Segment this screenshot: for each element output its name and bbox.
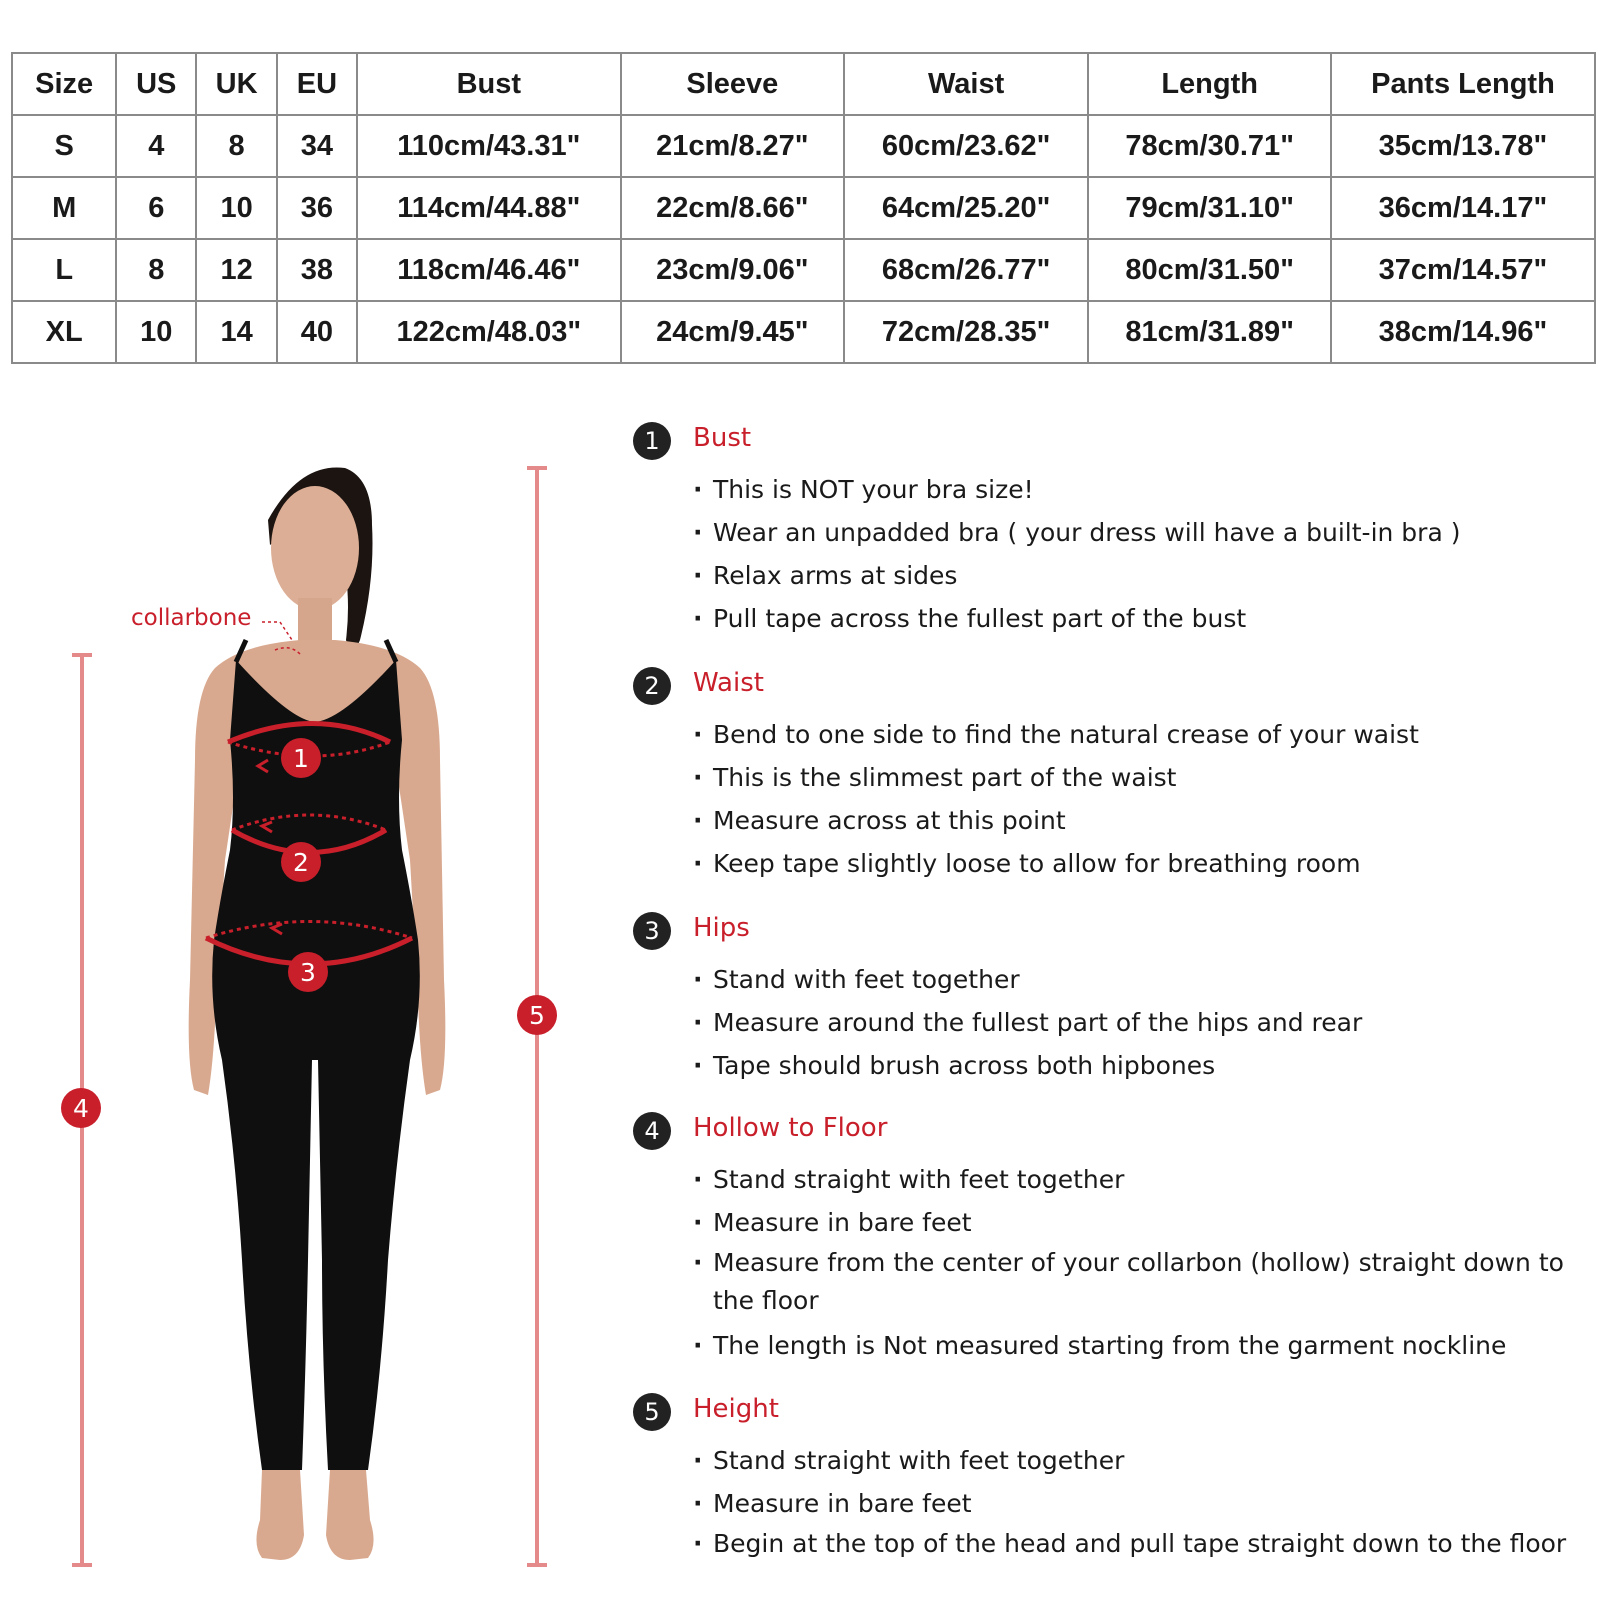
header-bust: Bust (357, 53, 621, 115)
list-item: · The length is Not measured starting from the garment nockline (693, 1324, 1583, 1367)
marker-2-label: 2 (293, 848, 309, 877)
section-header (633, 422, 1583, 462)
cell-size: L (12, 239, 116, 301)
header-eu: EU (277, 53, 357, 115)
list-item: · Stand straight with feet together (693, 1439, 1583, 1482)
cell-waist: 72cm/28.35" (844, 301, 1089, 363)
section-header (633, 1393, 1583, 1433)
list-item: · Begin at the top of the head and pull tape straight down to the floor (693, 1525, 1583, 1567)
table-row (12, 301, 1595, 363)
section-hips (633, 912, 1583, 1087)
cell-size: XL (12, 301, 116, 363)
cell-length: 81cm/31.89" (1088, 301, 1331, 363)
cell-sleeve: 22cm/8.66" (621, 177, 844, 239)
cell-uk: 12 (196, 239, 277, 301)
cell-sleeve: 24cm/9.45" (621, 301, 844, 363)
right-foot (326, 1470, 374, 1560)
list-item: · Measure in bare feet (693, 1482, 1583, 1525)
header-size: Size (12, 53, 116, 115)
cell-uk: 10 (196, 177, 277, 239)
cell-pants-length: 37cm/14.57" (1331, 239, 1595, 301)
list-item: · This is NOT your bra size! (693, 468, 1583, 511)
marker-1 (281, 738, 321, 778)
list-item: · Measure across at this point (693, 799, 1583, 842)
list-item: · Stand straight with feet together (693, 1158, 1583, 1201)
cell-eu: 36 (277, 177, 357, 239)
section-title: Height (693, 1394, 779, 1424)
marker-1-label: 1 (293, 744, 309, 773)
cell-bust: 114cm/44.88" (357, 177, 621, 239)
list-item: · Measure in bare feet (693, 1201, 1583, 1244)
bullet-list (633, 1158, 1583, 1367)
cell-size: M (12, 177, 116, 239)
header-sleeve: Sleeve (621, 53, 844, 115)
left-foot (256, 1470, 304, 1560)
cell-eu: 38 (277, 239, 357, 301)
section-header (633, 667, 1583, 707)
size-chart-table (11, 52, 1596, 364)
marker-5 (517, 995, 557, 1035)
cell-us: 4 (116, 115, 196, 177)
section-title: Hollow to Floor (693, 1113, 888, 1143)
collarbone-label: collarbone (131, 605, 252, 631)
list-item: · Relax arms at sides (693, 554, 1583, 597)
number-badge: 5 (633, 1393, 671, 1431)
number-badge: 2 (633, 667, 671, 705)
list-item: · Tape should brush across both hipbones (693, 1044, 1583, 1087)
section-header (633, 1112, 1583, 1152)
list-item: · Bend to one side to find the natural crease of your waist (693, 713, 1583, 756)
cell-length: 80cm/31.50" (1088, 239, 1331, 301)
marker-2 (281, 842, 321, 882)
bullet-list (633, 468, 1583, 640)
bullet-list (633, 1439, 1583, 1567)
cell-size: S (12, 115, 116, 177)
cell-bust: 110cm/43.31" (357, 115, 621, 177)
cell-uk: 14 (196, 301, 277, 363)
marker-5-label: 5 (529, 1001, 545, 1030)
list-item: · Measure from the center of your collarbon (hollow) straight down to the floor (693, 1244, 1583, 1324)
marker-3 (288, 952, 328, 992)
measurement-figure (0, 400, 600, 1600)
neck-shape (298, 598, 332, 646)
cell-uk: 8 (196, 115, 277, 177)
number-badge: 4 (633, 1112, 671, 1150)
table-row (12, 115, 1595, 177)
number-badge: 3 (633, 912, 671, 950)
cell-us: 10 (116, 301, 196, 363)
header-pants-length: Pants Length (1331, 53, 1595, 115)
cell-us: 8 (116, 239, 196, 301)
cell-waist: 68cm/26.77" (844, 239, 1089, 301)
cell-pants-length: 38cm/14.96" (1331, 301, 1595, 363)
marker-4-label: 4 (73, 1094, 89, 1123)
list-item: · Stand with feet together (693, 958, 1583, 1001)
cell-waist: 64cm/25.20" (844, 177, 1089, 239)
section-height (633, 1393, 1583, 1567)
section-title: Waist (693, 668, 764, 698)
section-header (633, 912, 1583, 952)
cell-pants-length: 35cm/13.78" (1331, 115, 1595, 177)
section-title: Hips (693, 913, 750, 943)
table-row (12, 177, 1595, 239)
header-length: Length (1088, 53, 1331, 115)
cell-eu: 34 (277, 115, 357, 177)
section-waist (633, 667, 1583, 885)
bullet-list (633, 713, 1583, 885)
list-item: · Pull tape across the fullest part of the bust (693, 597, 1583, 640)
marker-3-label: 3 (300, 958, 316, 987)
list-item: · Wear an unpadded bra ( your dress will have a built-in bra ) (693, 511, 1583, 554)
cell-bust: 122cm/48.03" (357, 301, 621, 363)
section-hollow-to-floor (633, 1112, 1583, 1367)
list-item: · Measure around the fullest part of the hips and rear (693, 1001, 1583, 1044)
cell-sleeve: 21cm/8.27" (621, 115, 844, 177)
cell-waist: 60cm/23.62" (844, 115, 1089, 177)
section-title: Bust (693, 423, 752, 453)
head-shape (271, 486, 359, 610)
table-row (12, 239, 1595, 301)
cell-eu: 40 (277, 301, 357, 363)
cell-pants-length: 36cm/14.17" (1331, 177, 1595, 239)
model-silhouette (189, 467, 446, 1560)
cell-bust: 118cm/46.46" (357, 239, 621, 301)
list-item: · Keep tape slightly loose to allow for breathing room (693, 842, 1583, 885)
cell-sleeve: 23cm/9.06" (621, 239, 844, 301)
cell-length: 78cm/30.71" (1088, 115, 1331, 177)
number-badge: 1 (633, 422, 671, 460)
bullet-list (633, 958, 1583, 1087)
header-waist: Waist (844, 53, 1089, 115)
cell-length: 79cm/31.10" (1088, 177, 1331, 239)
header-uk: UK (196, 53, 277, 115)
marker-4 (61, 1088, 101, 1128)
header-us: US (116, 53, 196, 115)
list-item: · This is the slimmest part of the waist (693, 756, 1583, 799)
bodysuit-shape (212, 660, 420, 1470)
table-header-row (12, 53, 1595, 115)
section-bust (633, 422, 1583, 640)
cell-us: 6 (116, 177, 196, 239)
